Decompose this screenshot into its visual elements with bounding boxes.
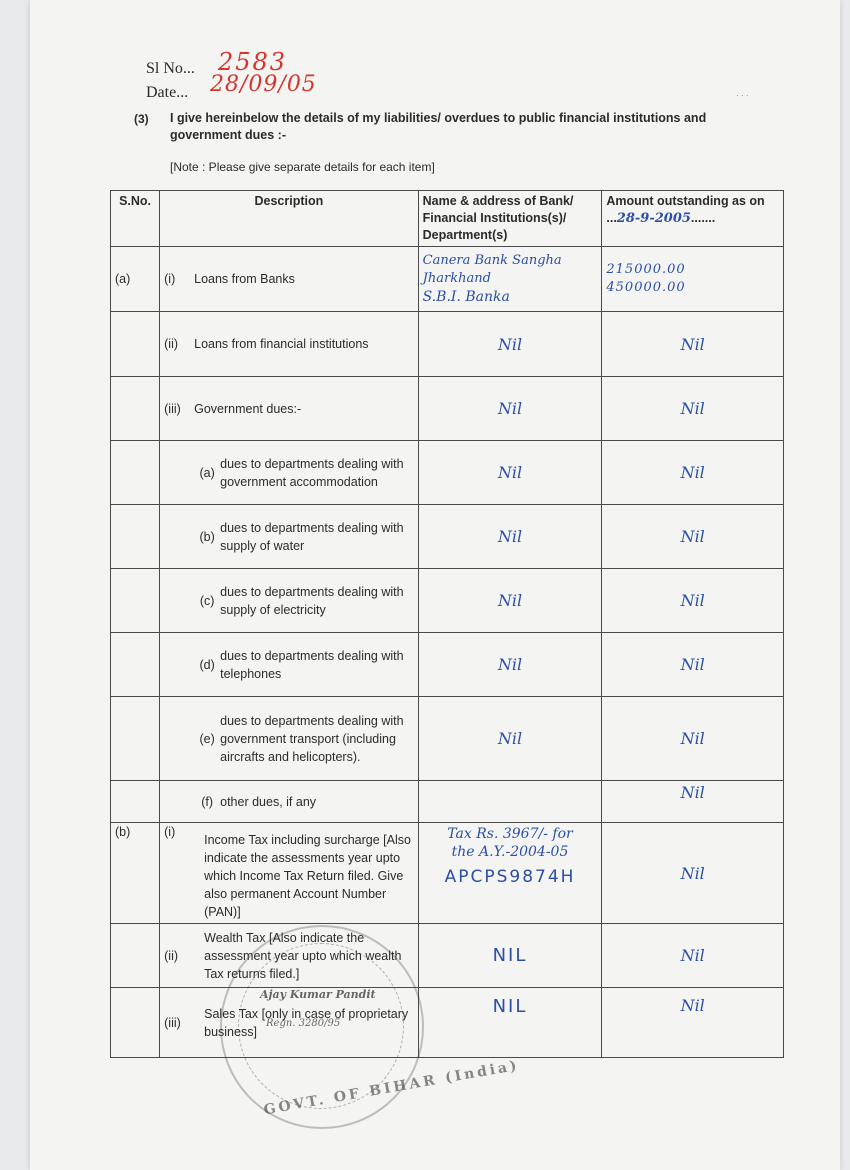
row-description xyxy=(160,247,419,312)
row-letter: (f) xyxy=(201,794,214,809)
row-bank: Nil xyxy=(418,312,602,377)
row-letter: (b) xyxy=(199,529,215,544)
header-amount xyxy=(602,191,784,247)
row-amount: Nil xyxy=(602,377,784,441)
row-description xyxy=(160,505,419,569)
row-letter: (d) xyxy=(199,657,215,672)
liabilities-table xyxy=(110,190,784,1058)
corner-mark: . . . xyxy=(736,88,749,98)
table-row xyxy=(111,505,784,569)
table-row xyxy=(111,988,784,1058)
row-letter: (c) xyxy=(199,593,215,608)
table-row xyxy=(111,823,784,924)
row-description xyxy=(160,823,419,924)
date-value: 28/09/05 xyxy=(210,72,317,97)
row-number: (ii) xyxy=(164,337,179,351)
stamp-bottom-text: GOVT. OF BIHAR (India) xyxy=(262,1057,521,1119)
row-description xyxy=(160,312,419,377)
table-row xyxy=(111,377,784,441)
row-number: (iii) xyxy=(164,1015,181,1030)
bank-line-2: S.B.I. Banka xyxy=(422,289,510,305)
row-bank: Nil xyxy=(418,569,602,633)
row-bank: Nil xyxy=(418,633,602,697)
row-amount: Nil xyxy=(602,505,784,569)
row-desc-text: Wealth Tax [Also indicate the assessment year upto which wealth Tax returns filed.] xyxy=(204,930,402,981)
row-sno: (a) xyxy=(111,247,160,312)
row-desc-text: Sales Tax [only in case of proprietary business] xyxy=(204,1006,409,1039)
table-row xyxy=(111,312,784,377)
stamp-registration: Regn. 3280/95 xyxy=(266,1018,341,1029)
row-desc-text: dues to departments dealing with government accommodation xyxy=(220,456,404,489)
header-bank: Name & address of Bank/ Financial Institutions(s)/ Department(s) xyxy=(418,191,602,247)
row-letter: (a) xyxy=(199,465,215,480)
row-amount: Nil xyxy=(602,441,784,505)
table-row xyxy=(111,924,784,988)
row-amount: Nil xyxy=(602,781,784,823)
row-number: (ii) xyxy=(164,948,179,963)
row-description xyxy=(160,697,419,781)
stamp-name: Ajay Kumar Pandit xyxy=(260,988,376,1001)
row-bank: Nil xyxy=(418,697,602,781)
row-desc-text: dues to departments dealing with supply of water xyxy=(220,520,404,553)
paragraph-number: (3) xyxy=(134,112,149,126)
row-description xyxy=(160,441,419,505)
row-bank xyxy=(418,247,602,312)
pan-number: APCPS9874H xyxy=(444,867,576,887)
sl-no-label: Sl No... xyxy=(146,60,195,77)
row-bank: NIL xyxy=(418,988,602,1058)
income-tax-line-1: Tax Rs. 3967/- for xyxy=(447,826,573,842)
row-amount: Nil xyxy=(602,924,784,988)
row-desc-text: Government dues:- xyxy=(194,401,302,416)
table-header-row xyxy=(111,191,784,247)
row-desc-text: dues to departments dealing with telephones xyxy=(220,648,404,681)
row-bank: Nil xyxy=(418,377,602,441)
table-row xyxy=(111,633,784,697)
date-label: Date... xyxy=(146,84,189,101)
header-description: Description xyxy=(160,191,419,247)
table-row xyxy=(111,569,784,633)
header-amount-date: 28-9-2005 xyxy=(616,211,691,226)
amount-line-2: 450000.00 xyxy=(606,280,686,295)
note-text: [Note : Please give separate details for each item] xyxy=(170,160,435,174)
sl-no-value: 2583 xyxy=(218,48,288,76)
row-description xyxy=(160,377,419,441)
income-tax-line-2: the A.Y.-2004-05 xyxy=(451,844,569,860)
row-amount: Nil xyxy=(602,633,784,697)
row-desc-text: dues to departments dealing with government transport (including aircrafts and helicopters). xyxy=(220,713,404,764)
row-description xyxy=(160,569,419,633)
row-description xyxy=(160,781,419,823)
row-desc-text: Income Tax including surcharge [Also indicate the assessments year upto which Income Tax Return filed. Give also permanent Account Number (PAN)] xyxy=(204,833,411,919)
row-letter: (e) xyxy=(199,731,215,746)
table-row xyxy=(111,247,784,312)
row-sno: (b) xyxy=(111,823,160,924)
row-amount: Nil xyxy=(602,823,784,924)
header-amount-prefix: Amount outstanding as on ... xyxy=(606,194,765,225)
row-desc-text: Loans from Banks xyxy=(194,272,295,286)
row-amount: Nil xyxy=(602,312,784,377)
table-row xyxy=(111,697,784,781)
row-bank xyxy=(418,781,602,823)
row-number: (i) xyxy=(164,272,176,286)
header-sno: S.No. xyxy=(111,191,160,247)
row-description xyxy=(160,633,419,697)
header-amount-suffix: ....... xyxy=(690,211,716,225)
table-row xyxy=(111,781,784,823)
row-bank: NIL xyxy=(418,924,602,988)
bank-line-1: Canera Bank Sangha Jharkhand xyxy=(422,253,562,286)
row-amount: Nil xyxy=(602,988,784,1058)
row-bank: Nil xyxy=(418,441,602,505)
paragraph-text: I give hereinbelow the details of my liabilities/ overdues to public financial institutions and government dues :- xyxy=(170,111,707,142)
row-bank xyxy=(418,823,602,924)
row-amount: Nil xyxy=(602,569,784,633)
row-desc-text: dues to departments dealing with supply of electricity xyxy=(220,584,404,617)
amount-line-1: 215000.00 xyxy=(606,262,686,277)
row-bank: Nil xyxy=(418,505,602,569)
row-desc-text: Loans from financial institutions xyxy=(194,337,369,351)
row-amount xyxy=(602,247,784,312)
row-amount: Nil xyxy=(602,697,784,781)
row-number: (i) xyxy=(164,825,176,839)
table-row xyxy=(111,441,784,505)
row-number: (iii) xyxy=(164,401,181,416)
row-desc-text: other dues, if any xyxy=(220,794,317,809)
